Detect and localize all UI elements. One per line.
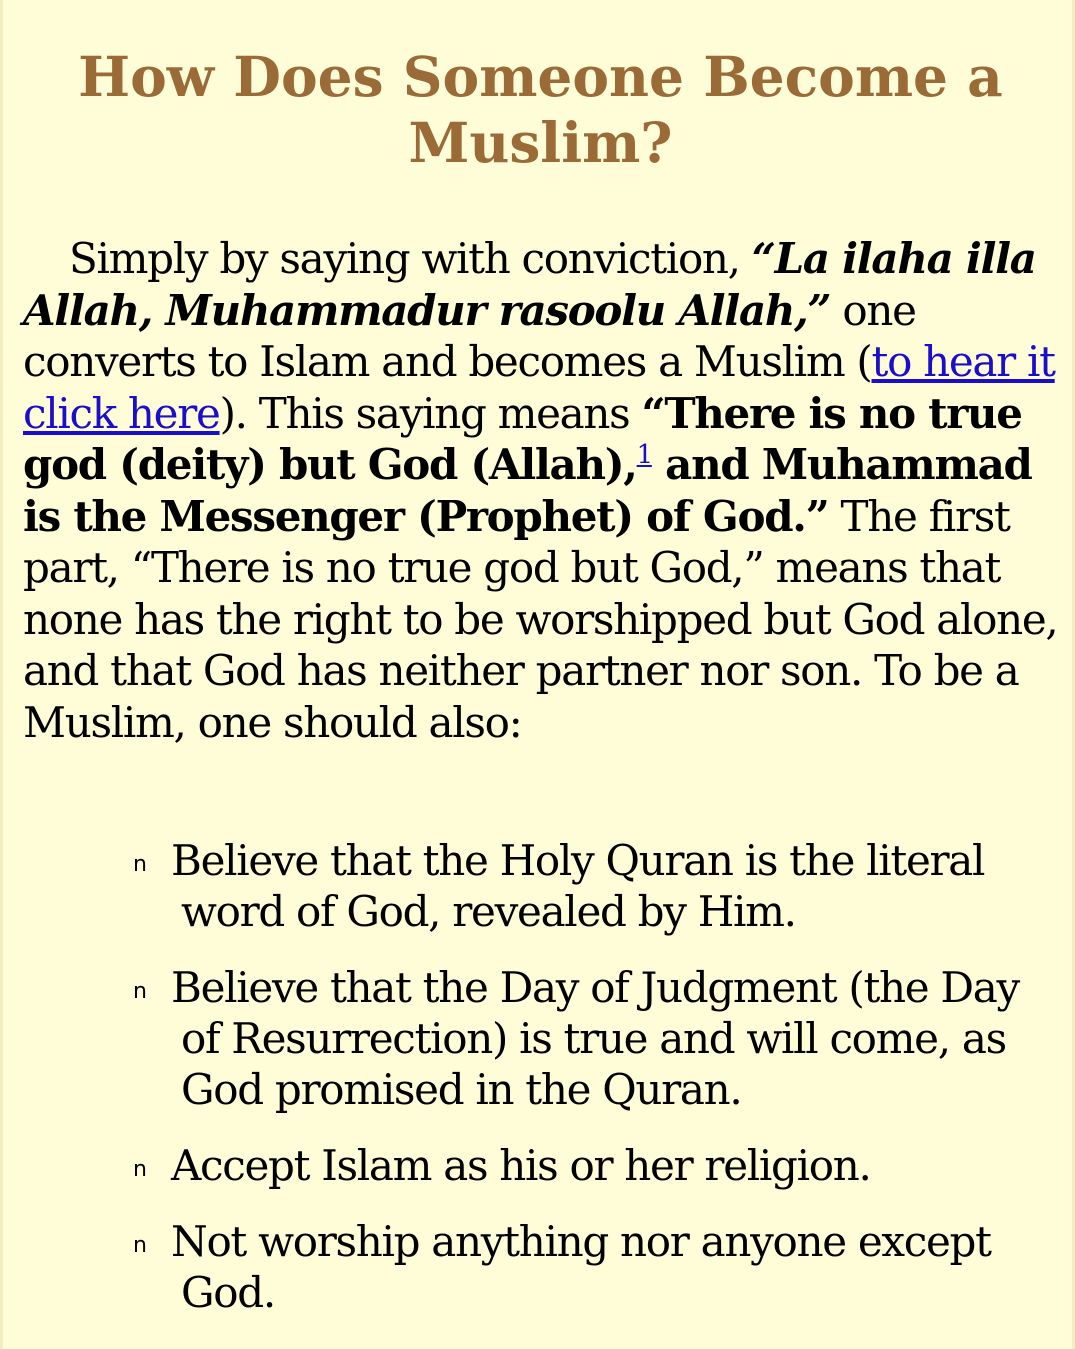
meaning-text-part1: “There is no true god (deity) but God (Allah), bbox=[23, 388, 1022, 489]
explanation-text: The first part, “There is no true god but God,” means that none has the right to be worshipped but God alone, and that God has neither partner nor son. To be a Muslim, one should also: bbox=[23, 491, 1058, 747]
bullet-marker: n bbox=[133, 852, 147, 877]
list-item-text: Not worship anything nor anyone except God. bbox=[171, 1217, 991, 1317]
intro-text: Simply by saying with conviction, bbox=[69, 234, 752, 283]
list-item-text: Believe that the Day of Judgment (the Day of Resurrection) is true and will come, as God promised in the Quran. bbox=[171, 963, 1019, 1114]
intro-paragraph bbox=[23, 233, 1063, 748]
list-item-text: Accept Islam as his or her religion. bbox=[171, 1141, 871, 1190]
list-item bbox=[133, 835, 1053, 937]
bullet-marker: n bbox=[133, 979, 147, 1004]
footnote-link[interactable]: 1 bbox=[636, 440, 652, 470]
hear-it-link[interactable]: to hear it click here bbox=[23, 337, 1055, 438]
list-item bbox=[133, 1140, 1053, 1191]
bullet-marker: n bbox=[133, 1233, 147, 1258]
list-item bbox=[133, 1216, 1053, 1318]
after-shahada-text: one converts to Islam and becomes a Muslim ( bbox=[23, 285, 916, 386]
shahada-text: “La ilaha illa Allah, Muhammadur rasoolu Allah,” bbox=[23, 234, 1036, 335]
footnote-marker bbox=[637, 440, 652, 470]
after-link-text: ). This saying means bbox=[219, 388, 642, 438]
page-title: How Does Someone Become a Muslim? bbox=[78, 44, 1003, 175]
list-item bbox=[133, 962, 1053, 1115]
bullet-marker: n bbox=[133, 1157, 147, 1182]
list-item-text: Believe that the Holy Quran is the literal word of God, revealed by Him. bbox=[171, 836, 985, 936]
meaning-text-part2: and Muhammad is the Messenger (Prophet) of God.” bbox=[23, 440, 1032, 541]
